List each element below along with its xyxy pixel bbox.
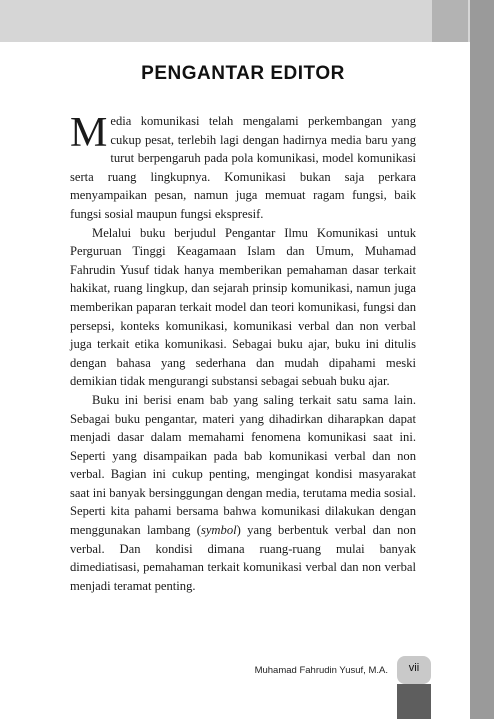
- paragraph-1: [70, 112, 416, 224]
- header-tab: [432, 0, 468, 42]
- paragraph-1-text: edia komunikasi telah mengalami perkembangan yang cukup pesat, terlebih lagi dengan hadirnya media baru yang turut berpengaruh pada pola komunikasi, model komunikasi serta ruang lingkupnya. Komunikasi bukan saja perkara menyampaikan pesan, namun juga memuat ragam fungsi, baik fungsi sosial maupun fungsi ekspresif.: [70, 114, 416, 221]
- paragraph-3-part-2: ) yang berbentuk verbal dan non verbal. Dan kondisi dimana ruang-ruang mulai banyak dimediatisasi, pemahaman terkait komunikasi verbal dan non verbal menjadi teramat penting.: [70, 523, 416, 593]
- footer-author: Muhamad Fahrudin Yusuf, M.A.: [254, 665, 388, 676]
- page-number: vii: [408, 662, 420, 674]
- drop-cap: M: [70, 110, 108, 156]
- paragraph-2: Melalui buku berjudul Pengantar Ilmu Komunikasi untuk Perguruan Tinggi Keagamaan Islam dan Umum, Muhamad Fahrudin Yusuf tidak hanya memberikan pemahaman dasar terkait hakikat, ruang lingkup, dan sejarah prinsip komunikasi, namun juga memberikan paparan terkait model dan teori komunikasi, fungsi dan persepsi, konteks komunikasi, komunikasi verbal dan non verbal juga terkait etika komunikasi. Sebagai buku ajar, buku ini ditulis dengan bahasa yang sederhana dan mudah dipahami meski demikian tidak mengurangi substansi sebagai sebuah buku ajar.: [70, 225, 416, 389]
- symbol-term: symbol: [200, 523, 237, 538]
- header-bar: [0, 0, 494, 42]
- footer-strip: [397, 684, 431, 719]
- body-text: [70, 112, 416, 595]
- page-number-badge: [397, 656, 431, 684]
- paragraph-3: [70, 391, 416, 596]
- right-edge-strip: [470, 0, 494, 719]
- page-title: PENGANTAR EDITOR: [141, 63, 345, 84]
- paragraph-3-part-1: Buku ini berisi enam bab yang saling terkait satu sama lain. Sebagai buku pengantar, materi yang dihadirkan diharapkan dapat menjadi dasar dalam memahami fenomena komunikasi saat ini. Seperti yang disampaikan pada bab komunikasi verbal dan non verbal. Bagian ini cukup penting, mengingat kondisi masyarakat saat ini banyak bersinggungan dengan media, terutama media sosial. Seperti kita pahami bersama bahwa komunikasi dilakukan dengan menggunakan lambang (: [70, 392, 416, 538]
